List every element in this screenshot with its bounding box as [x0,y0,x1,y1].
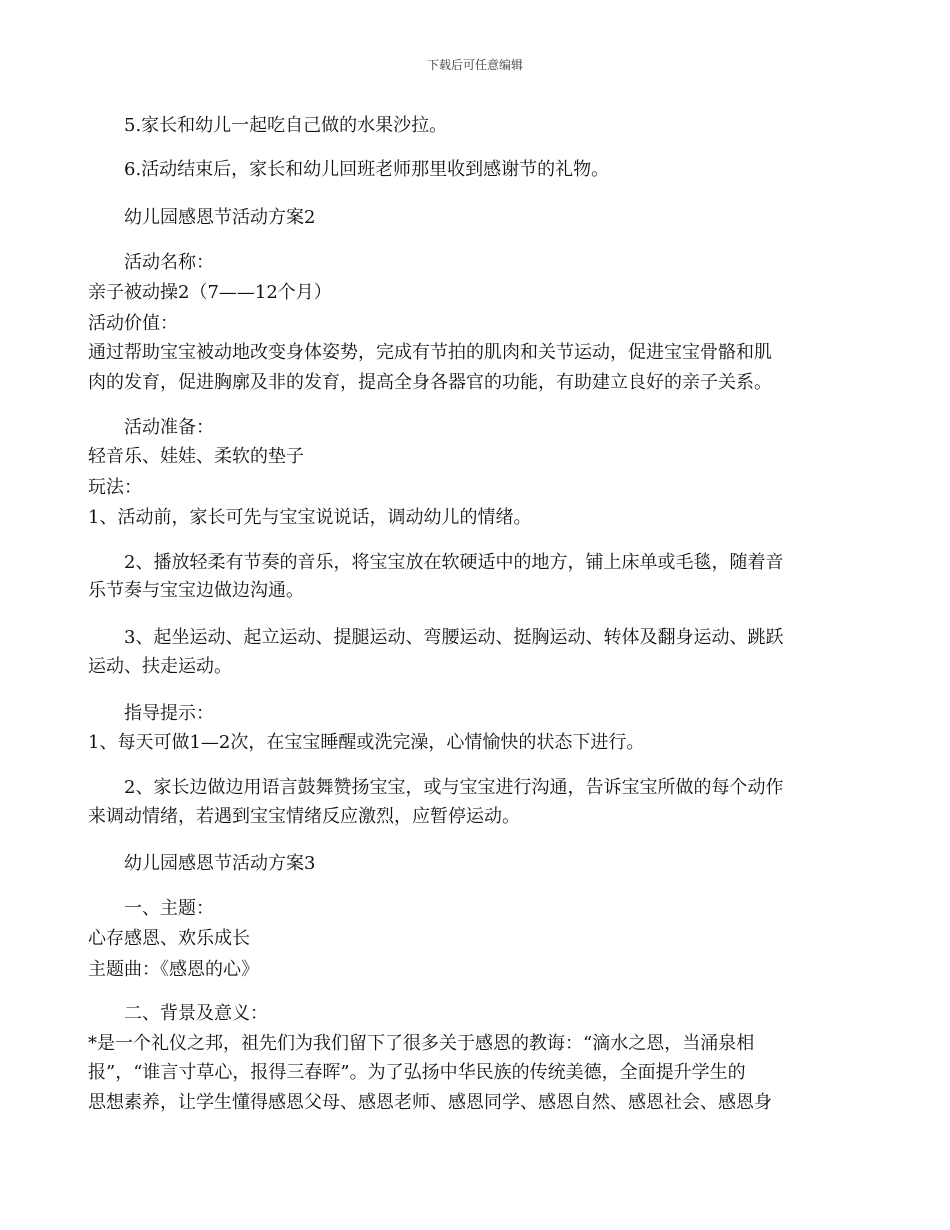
list-item: 2、播放轻柔有节奏的音乐，将宝宝放在软硬适中的地方，铺上床单或毛毯，随着音 [124,552,784,573]
field-label: 一、主题： [124,898,214,919]
field-label: 二、背景及意义： [124,1003,268,1024]
field-label: 活动价值： [88,313,178,334]
paragraph-line: 思想素养，让学生懂得感恩父母、感恩老师、感恩同学、感恩自然、感恩社会、感恩身 [88,1092,772,1113]
list-item: 3、起坐运动、起立运动、提腿运动、弯腰运动、挺胸运动、转体及翻身运动、跳跃 [124,627,784,648]
field-label: 活动名称： [124,252,214,273]
paragraph-line: 运动、扶走运动。 [88,656,232,677]
paragraph-line: *是一个礼仪之邦，祖先们为我们留下了很多关于感恩的教诲：“滴水之恩，当涌泉相 [88,1033,755,1054]
field-label: 活动准备： [124,417,214,438]
page-header: 下载后可任意编辑 [426,58,523,72]
list-item: 1、活动前，家长可先与宝宝说说话，调动幼儿的情绪。 [88,507,532,528]
paragraph-line: 通过帮助宝宝被动地改变身体姿势，完成有节拍的肌肉和关节运动，促进宝宝骨骼和肌 [88,342,772,363]
field-label: 指导提示： [124,703,214,724]
paragraph-line: 来调动情绪，若遇到宝宝情绪反应激烈，应暂停运动。 [88,806,520,827]
paragraph-line: 亲子被动操2（7——12个月） [88,282,332,303]
paragraph-line: 6.活动结束后，家长和幼儿回班老师那里收到感谢节的礼物。 [124,159,610,180]
section-heading: 幼儿园感恩节活动方案3 [124,853,316,874]
list-item: 1、每天可做1—2次，在宝宝睡醒或洗完澡，心情愉快的状态下进行。 [88,732,645,753]
list-item: 2、家长边做边用语言鼓舞赞扬宝宝，或与宝宝进行沟通，告诉宝宝所做的每个动作 [124,777,784,798]
paragraph-line: 乐节奏与宝宝边做边沟通。 [88,580,304,601]
paragraph-line: 心存感恩、欢乐成长 [88,928,250,949]
paragraph-line: 肉的发育，促进胸廓及非的发育，提高全身各器官的功能，有助建立良好的亲子关系。 [88,372,772,393]
field-label: 玩法： [88,477,142,498]
paragraph-line: 轻音乐、娃娃、柔软的垫子 [88,446,304,467]
paragraph-line: 5.家长和幼儿一起吃自己做的水果沙拉。 [124,115,448,136]
paragraph-line: 报”，“谁言寸草心，报得三春晖”。为了弘扬中华民族的传统美德，全面提升学生的 [88,1062,746,1083]
section-heading: 幼儿园感恩节活动方案2 [124,207,316,228]
paragraph-line: 主题曲：《感恩的心》 [88,959,259,980]
